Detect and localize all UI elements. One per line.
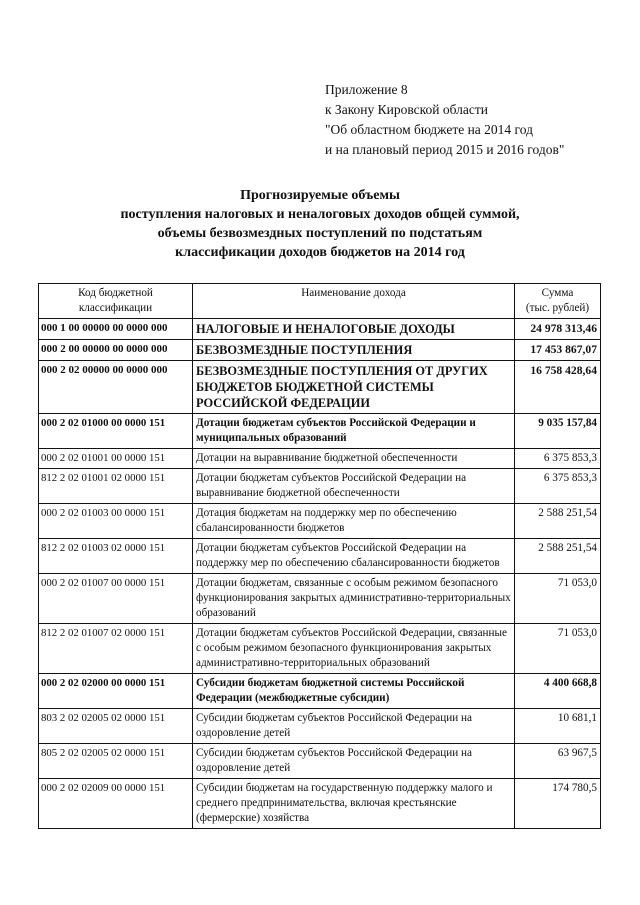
cell-code: 000 2 00 00000 00 0000 000 — [39, 340, 193, 361]
table-row — [39, 469, 601, 504]
table-row — [39, 744, 601, 779]
cell-code: 000 2 02 01001 00 0000 151 — [39, 449, 193, 469]
cell-name: Субсидии бюджетам бюджетной системы Российской Федерации (межбюджетные субсидии) — [193, 674, 515, 709]
cell-amount: 16 758 428,64 — [515, 361, 601, 414]
appendix-line-3: "Об областном бюджете на 2014 год — [325, 122, 533, 137]
table-row — [39, 340, 601, 361]
cell-amount: 24 978 313,46 — [515, 319, 601, 340]
cell-code: 000 2 02 01003 00 0000 151 — [39, 504, 193, 539]
header-amount-line-1: Сумма — [541, 287, 574, 299]
cell-amount: 2 588 251,54 — [515, 504, 601, 539]
appendix-note — [325, 80, 564, 160]
cell-amount: 10 681,1 — [515, 709, 601, 744]
table-row — [39, 449, 601, 469]
cell-name: Дотации бюджетам субъектов Российской Федерации на поддержку мер по обеспечению сбалансированности бюджетов — [193, 539, 515, 574]
cell-amount: 6 375 853,3 — [515, 449, 601, 469]
table-row — [39, 709, 601, 744]
header-name: Наименование дохода — [193, 284, 515, 319]
cell-amount: 2 588 251,54 — [515, 539, 601, 574]
cell-code: 000 2 02 02000 00 0000 151 — [39, 674, 193, 709]
cell-code: 805 2 02 02005 02 0000 151 — [39, 744, 193, 779]
cell-code: 812 2 02 01003 02 0000 151 — [39, 539, 193, 574]
cell-name: Дотация бюджетам на поддержку мер по обеспечению сбалансированности бюджетов — [193, 504, 515, 539]
title-line-2: поступления налоговых и неналоговых доходов общей суммой, — [120, 207, 520, 222]
cell-amount: 17 453 867,07 — [515, 340, 601, 361]
cell-code: 000 2 02 00000 00 0000 000 — [39, 361, 193, 414]
cell-name: Субсидии бюджетам субъектов Российской Федерации на оздоровление детей — [193, 744, 515, 779]
cell-amount: 4 400 668,8 — [515, 674, 601, 709]
cell-code: 000 2 02 01007 00 0000 151 — [39, 574, 193, 624]
cell-amount: 71 053,0 — [515, 574, 601, 624]
cell-code: 000 1 00 00000 00 0000 000 — [39, 319, 193, 340]
table-row — [39, 504, 601, 539]
cell-amount: 63 967,5 — [515, 744, 601, 779]
header-amount — [515, 284, 601, 319]
table-row — [39, 624, 601, 674]
cell-code: 803 2 02 02005 02 0000 151 — [39, 709, 193, 744]
header-code: Код бюджетной классификации — [39, 284, 193, 319]
appendix-line-1: Приложение 8 — [325, 82, 408, 97]
table-row — [39, 319, 601, 340]
table-row — [39, 539, 601, 574]
cell-name: Субсидии бюджетам субъектов Российской Федерации на оздоровление детей — [193, 709, 515, 744]
cell-code: 812 2 02 01001 02 0000 151 — [39, 469, 193, 504]
title-line-3: объемы безвозмездных поступлений по подстатьям — [157, 226, 483, 241]
table-row — [39, 779, 601, 829]
appendix-line-4: и на плановый период 2015 и 2016 годов" — [325, 142, 565, 157]
cell-amount: 174 780,5 — [515, 779, 601, 829]
cell-name: БЕЗВОЗМЕЗДНЫЕ ПОСТУПЛЕНИЯ ОТ ДРУГИХ БЮДЖЕТОВ БЮДЖЕТНОЙ СИСТЕМЫ РОССИЙСКОЙ ФЕДЕРАЦИИ — [193, 361, 515, 414]
cell-name: Дотации бюджетам, связанные с особым режимом безопасного функционирования закрытых административно-территориальных образований — [193, 574, 515, 624]
cell-name: БЕЗВОЗМЕЗДНЫЕ ПОСТУПЛЕНИЯ — [193, 340, 515, 361]
header-amount-line-2: (тыс. рублей) — [525, 302, 590, 314]
cell-code: 000 2 02 01000 00 0000 151 — [39, 414, 193, 449]
cell-amount: 9 035 157,84 — [515, 414, 601, 449]
table-body — [39, 319, 601, 829]
document-title — [40, 186, 600, 262]
cell-code: 000 2 02 02009 00 0000 151 — [39, 779, 193, 829]
appendix-line-2: к Закону Кировской области — [325, 102, 489, 117]
table-header-row — [39, 284, 601, 319]
cell-name: Субсидии бюджетам на государственную поддержку малого и среднего предпринимательства, включая крестьянские (фермерские) хозяйства — [193, 779, 515, 829]
cell-name: Дотации бюджетам субъектов Российской Федерации, связанные с особым режимом безопасного функционирования закрытых административно-территориальных образований — [193, 624, 515, 674]
table-row — [39, 414, 601, 449]
table-row — [39, 674, 601, 709]
title-line-4: классификации доходов бюджетов на 2014 год — [175, 245, 465, 260]
cell-amount: 71 053,0 — [515, 624, 601, 674]
cell-name: Дотации бюджетам субъектов Российской Федерации и муниципальных образований — [193, 414, 515, 449]
cell-code: 812 2 02 01007 02 0000 151 — [39, 624, 193, 674]
title-line-1: Прогнозируемые объемы — [240, 188, 400, 203]
revenue-table — [38, 283, 601, 829]
cell-name: Дотации на выравнивание бюджетной обеспеченности — [193, 449, 515, 469]
cell-amount: 6 375 853,3 — [515, 469, 601, 504]
cell-name: НАЛОГОВЫЕ И НЕНАЛОГОВЫЕ ДОХОДЫ — [193, 319, 515, 340]
table-row — [39, 361, 601, 414]
table-row — [39, 574, 601, 624]
cell-name: Дотации бюджетам субъектов Российской Федерации на выравнивание бюджетной обеспеченности — [193, 469, 515, 504]
